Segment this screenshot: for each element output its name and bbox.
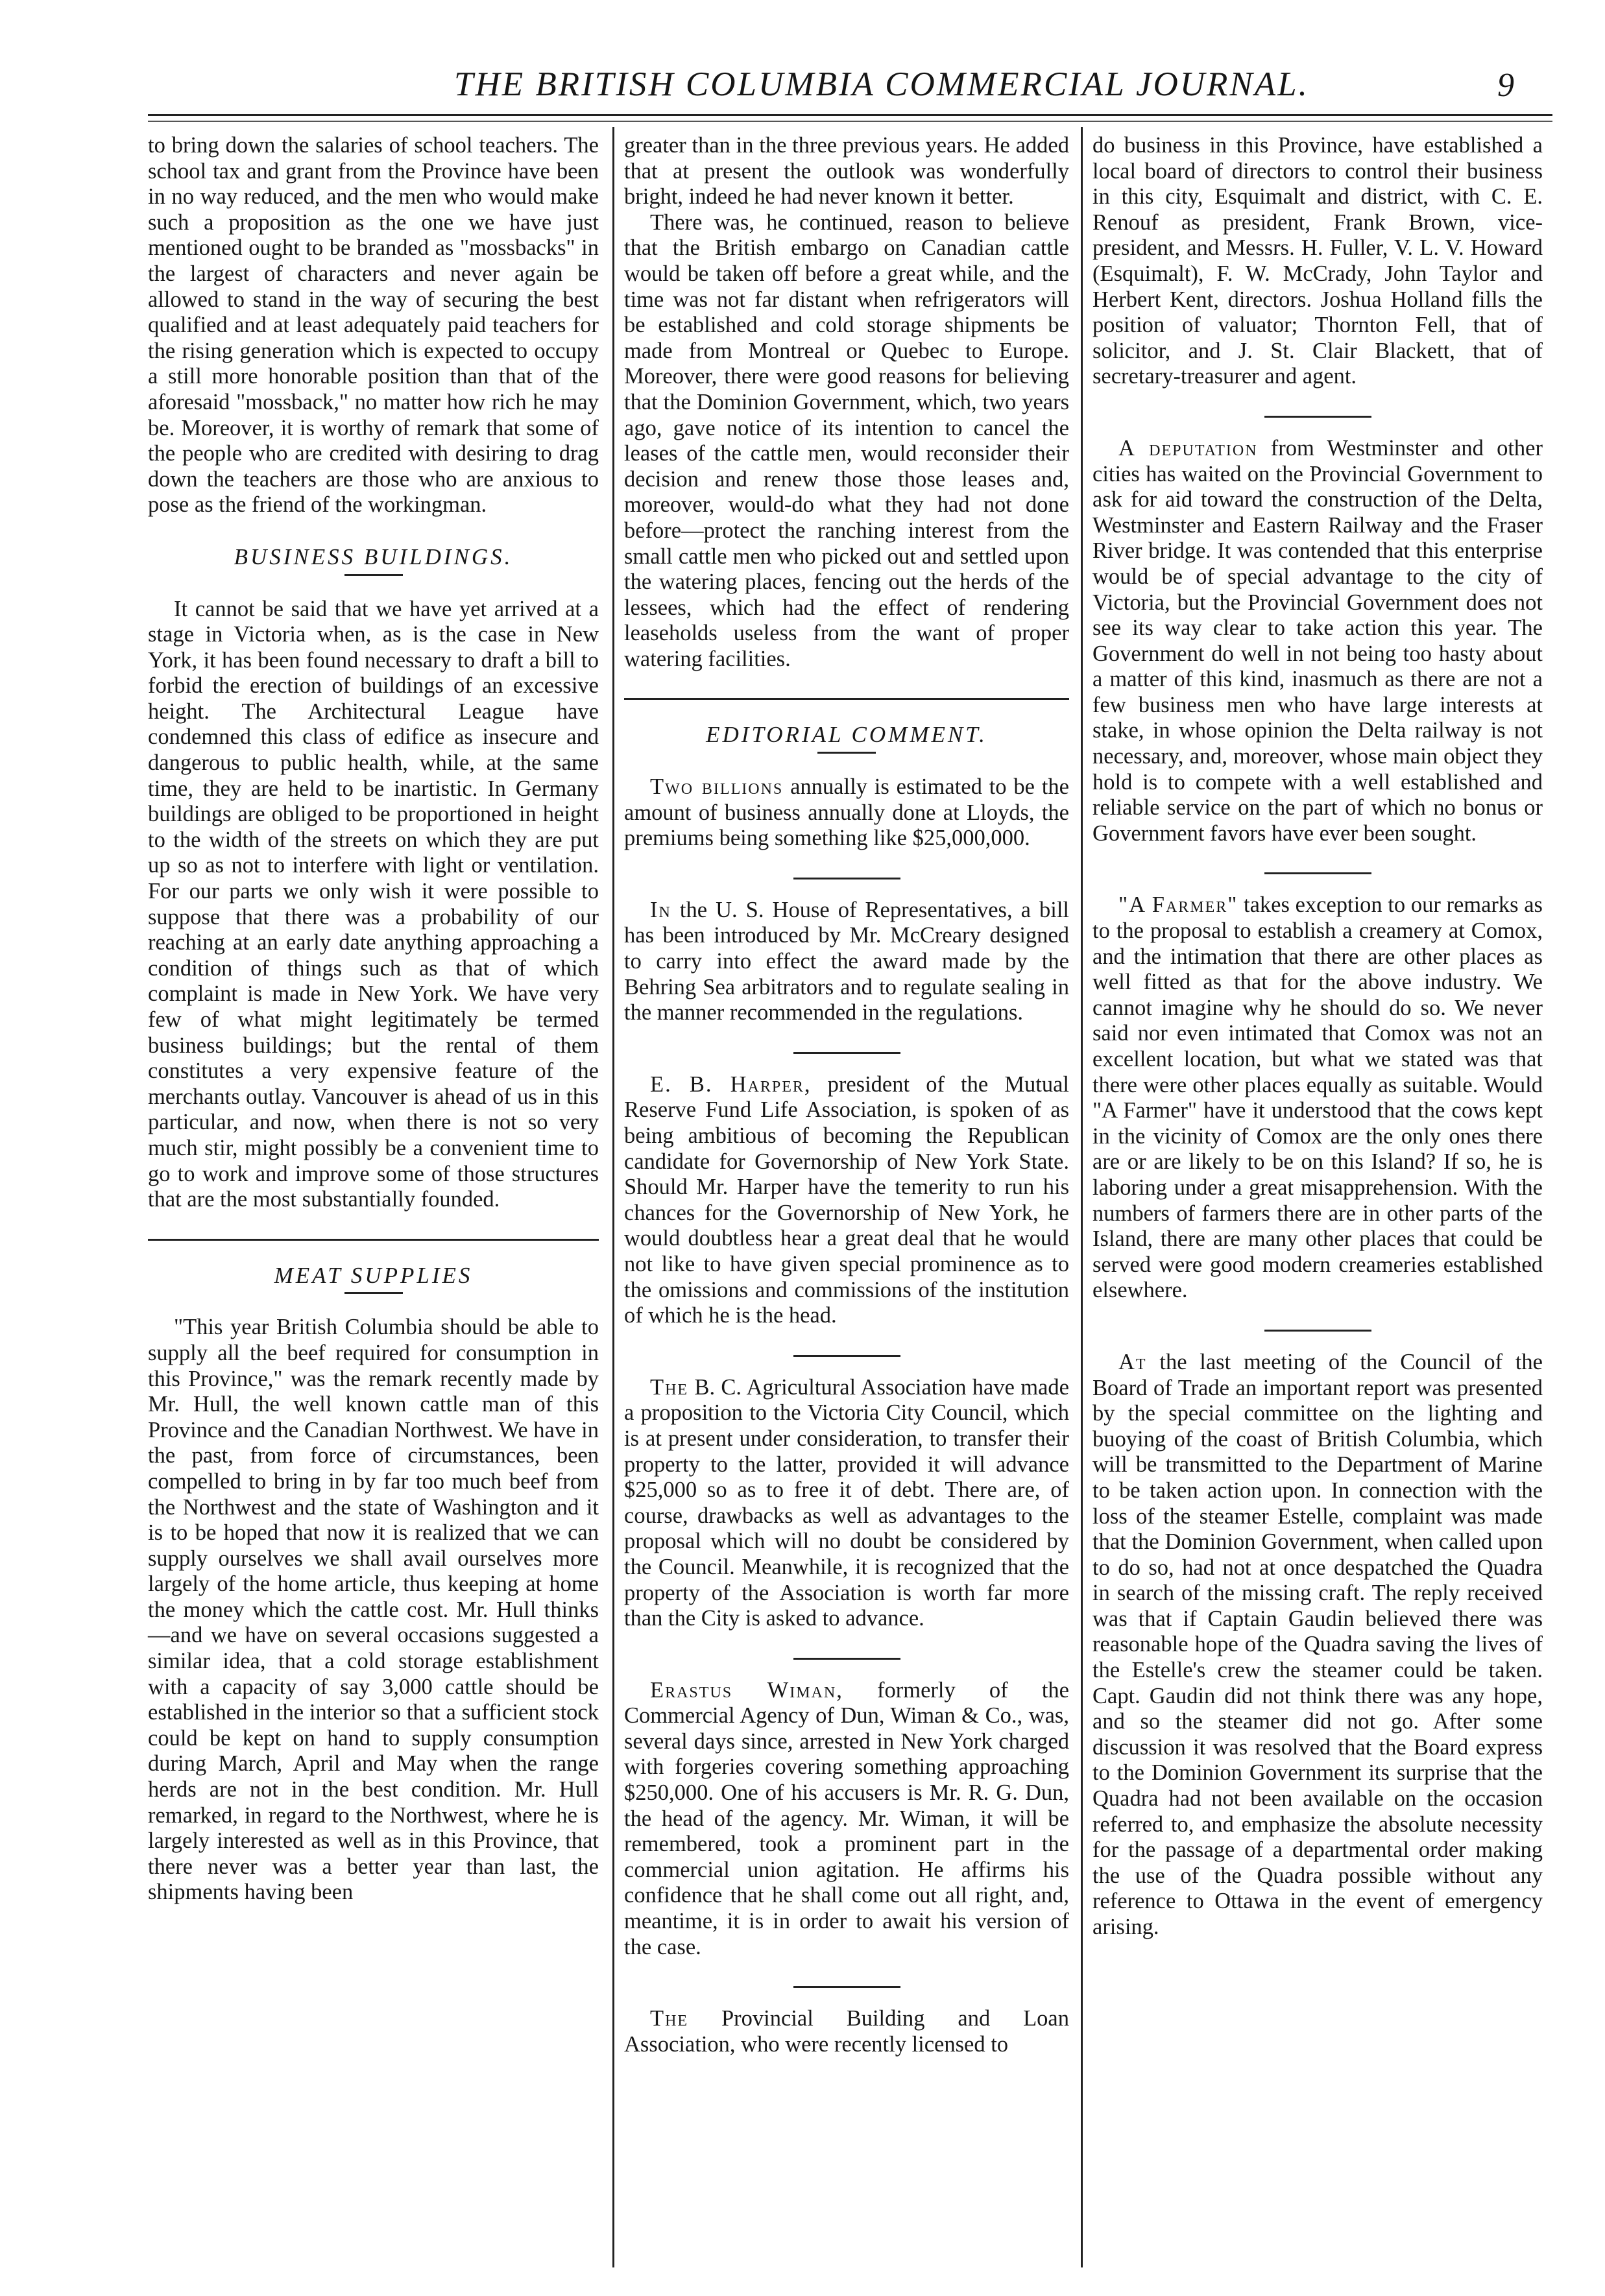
item-separator [793, 878, 900, 879]
header-rule [148, 114, 1552, 116]
section-separator [624, 698, 1069, 700]
item-text: Provincial Building and Loan Association, who were recently licensed to [624, 2006, 1069, 2057]
item-separator [793, 1355, 900, 1357]
item-separator [1264, 872, 1371, 874]
item-separator [793, 1986, 900, 1988]
item-text: B. C. Agricultural Association have made a proposition to the Victoria City Council, which is at present under consideration, to transfer their property to the latter, provided it will advance $25,000 so as to free it of debt. There are, of course, drawbacks as well as advantages to the proposal which will no doubt be considered by the Council. Meanwhile, it is recognized that the property of the Association is worth far more than the City is asked to advance. [624, 1374, 1069, 1631]
editorial-item-building-loan [624, 2006, 1069, 2057]
item-text: the last meeting of the Council of the Board of Trade an important report was presented by the special committee on the lighting and buoying of the coast of British Columbia, which will be transmitted to the Department of Marine to be taken action upon. In connection with the loss of the steamer Estelle, complaint was made that the Dominion Government, when called upon to do so, had not at once despatched the Quadra in search of the missing craft. The reply received was that if Captain Gaudin believed there was reasonable hope of the Quadra saving the lives of the Estelle's crew the steamer could be taken. Capt. Gaudin did not think there was any hope, and so the steamer did not go. After some discussion it was resolved that the Board express to the Dominion Government its surprise that the Quadra had not been available on the occasion referred to, and emphasize the absolute necessity for the passage of a departmental order making the use of the Quadra possible without any reference to Ottawa in the event of emergency arising. [1092, 1349, 1543, 1939]
editorial-item-farmer [1092, 892, 1543, 1304]
lead-words: A deputation [1118, 435, 1258, 460]
item-text: formerly of the Commercial Agency of Dun, Wiman & Co., was, several days since, arrested in New York charged with forgeries covering something approaching $250,000. One of his accusers is Mr. R. G. Dun, the head of the agency. Mr. Wiman, it will be remembered, took a prominent part in the commercial union agitation. He affirms his confidence that he shall come out all right, and, meantime, it is in order to await his version of the case. [624, 1677, 1069, 1959]
editorial-item-harper [624, 1072, 1069, 1329]
business-buildings-paragraph: It cannot be said that we have yet arrived at a stage in Victoria when, as is the case in New York, it has been found necessary to draft a bill to forbid the erection of buildings of an excessive height. The Architectural League have condemned this class of edifice as insecure and dangerous to public health, while, at the same time, they are held to be inartistic. In Germany buildings are obliged to be proportioned in height to the width of the streets on which they are put up so as not to interfere with light or ventilation. For our parts we only wish it were possible to suppose that there was a probability of our reaching at an early date anything approaching a condition of things such as that of which complaint is made in New York. We have very few of what might legitimately be termed business buildings; but the rental of them constitutes a very expensive feature of the merchants outlay. Vancouver is ahead of us in this particular, and now, when there is not so very much stir, might possibly be a convenient time to go to work and improve some of those structures that are the most substantially founded. [148, 596, 599, 1212]
meat-supplies-heading: MEAT SUPPLIES [274, 1262, 473, 1288]
lead-words: At [1118, 1349, 1147, 1374]
business-buildings-heading: BUSINESS BUILDINGS. [234, 544, 513, 569]
heading-rule [344, 1292, 403, 1294]
item-separator [1264, 416, 1371, 418]
column-2 [624, 133, 1069, 2057]
section-separator [148, 1239, 599, 1241]
col2-cattle-paragraph: There was, he continued, reason to believe that the British embargo on Canadian cattle would be taken off before a great while, and the time was not far distant when refrigerators will be established and cold storage shipments be made from Montreal or Quebec to Europe. Moreover, there were good reasons for believing that the Dominion Government, which, two years ago, gave notice of its intention to cancel the leases of the cattle men, would reconsider their decision and renew those those leases and, moreover, would-do what they had not done before—protect the ranching interest from the small cattle men who picked out and settled upon the watering places, fencing out the herds of the lessees, which had the effect of rendering leaseholds useless from the want of proper watering facilities. [624, 209, 1069, 671]
heading-rule [817, 752, 876, 754]
item-separator [793, 1052, 900, 1054]
column-3 [1092, 133, 1543, 1941]
item-text: takes exception to our remarks as to the proposal to establish a creamery at Comox, and the intimation that there are other places as well fitted as that for the above industry. We cannot imagine why he should do so. We never said nor even intimated that Comox was not an excellent location, but what we stated was that there were other places equally as suitable. Would "A Farmer" have it understood that the cows kept in the vicinity of Comox are the only ones there are or are likely to be on this Island? If so, he is laboring under a great misapprehension. With the numbers of farmers there are in other parts of the Island, there are many other places that could be served were good modern creameries established elsewhere. [1092, 892, 1543, 1303]
col3-continued-paragraph: do business in this Province, have established a local board of directors to control their business in this city, Esquimalt and district, with C. E. Renouf as president, Frank Brown, vice-president, and Messrs. H. Fuller, V. L. V. Howard (Esquimalt), F. W. McCrady, John Taylor and Herbert Kent, directors. Joshua Holland fills the position of valuator; Thornton Fell, that of solicitor, and J. St. Clair Blackett, that of secretary-treasurer and agent. [1092, 133, 1543, 389]
column-divider-right [1081, 127, 1083, 2267]
editorial-item-deputation [1092, 436, 1543, 847]
lead-words: Two billions [650, 774, 784, 800]
lead-words: In [650, 897, 671, 922]
editorial-item-behring-sea [624, 898, 1069, 1026]
editorial-item-agricultural-association [624, 1375, 1069, 1632]
col1-intro-paragraph: to bring down the salaries of school teachers. The school tax and grant from the Province have been in no way reduced, and the men who would make such a proposition as the one we have just mentioned ought to be branded as "mossbacks" in the largest of characters and never again be allowed to stand in the way of securing the best qualified and at least adequately paid teachers for the rising generation which is expected to occupy a still more honorable position than that of the aforesaid "mossback," no matter how rich he may be. Moreover, it is worthy of remark that some of the people who are credited with desiring to drag down the teachers are those who are anxious to pose as the friend of the workingman. [148, 133, 599, 518]
lead-words: The [650, 2006, 689, 2031]
item-text: from Westminster and other cities has waited on the Provincial Government to ask for aid toward the construction of the Delta, Westminster and Eastern Railway and the Fraser River bridge. It was contended that this enterprise would be of special advantage to the city of Victoria, but the Provincial Government does not see its way clear to take action this year. The Government do well in not being too hasty about a matter of this kind, inasmuch as there are not a few business men who have large interests at stake, in whose opinion the Delta railway is not necessary, and, moreover, whose main object they hold is to compete with a well established and reliable service on the part of which no bonus or Government favors have ever been sought. [1092, 435, 1543, 846]
item-separator [793, 1658, 900, 1660]
col2-continued-paragraph: greater than in the three previous years. He added that at present the outlook was wonderfully bright, indeed he had never known it better. [624, 133, 1069, 209]
column-1 [148, 133, 599, 1906]
header-rule-secondary [148, 121, 1552, 122]
page-number: 9 [1497, 67, 1514, 104]
lead-words: The [650, 1374, 689, 1400]
meat-supplies-paragraph: "This year British Columbia should be able to supply all the beef required for consumption in this Province," was the remark recently made by Mr. Hull, the well known cattle man of this Province and the Canadian Northwest. We have in the past, from force of circumstances, been compelled to bring in by far too much beef from the Northwest and the state of Washington and it is to be hoped that now it is realized that we can supply ourselves we shall avail ourselves more largely of the home article, thus keeping at home the money which the cattle cost. Mr. Hull thinks—and we have on several occasions suggested a similar idea, that a cold storage establishment with a capacity of say 3,000 cattle should be established in the interior so that a sufficient stock could be kept on hand to supply consumption during March, April and May when the range herds are not in the best condition. Mr. Hull remarked, in regard to the Northwest, where he is largely interested as well as in this Province, that there never was a better year than last, the shipments having been [148, 1315, 599, 1905]
lead-words: Erastus Wiman, [650, 1677, 843, 1703]
item-text: the U. S. House of Representatives, a bill has been introduced by Mr. McCreary designed to carry into effect the award made by the Behring Sea arbitrators and to regulate sealing in the manner recommended in the regulations. [624, 897, 1069, 1025]
journal-title: THE BRITISH COLUMBIA COMMERCIAL JOURNAL. [454, 66, 1309, 103]
editorial-comment-heading: EDITORIAL COMMENT. [706, 722, 987, 748]
lead-words: "A Farmer" [1118, 892, 1238, 918]
item-separator [1264, 1330, 1371, 1332]
heading-rule [344, 574, 403, 576]
editorial-item-board-of-trade [1092, 1350, 1543, 1941]
column-divider-left [612, 127, 614, 2267]
lead-words: E. B. Harper, [650, 1071, 812, 1097]
item-text: annually is estimated to be the amount of business annually done at Lloyds, the premiums being something like $25,000,000. [624, 774, 1069, 851]
item-text: president of the Mutual Reserve Fund Life Association, is spoken of as being ambitious of becoming the Republican candidate for Governorship of New York State. Should Mr. Harper have the temerity to run his chances for the Governorship of New York, he would doubtless hear a great deal that he would not like to have given special prominence as to the omissions and commissions of the institution of which he is the head. [624, 1071, 1069, 1328]
editorial-item-lloyds [624, 774, 1069, 852]
editorial-item-wiman [624, 1678, 1069, 1961]
